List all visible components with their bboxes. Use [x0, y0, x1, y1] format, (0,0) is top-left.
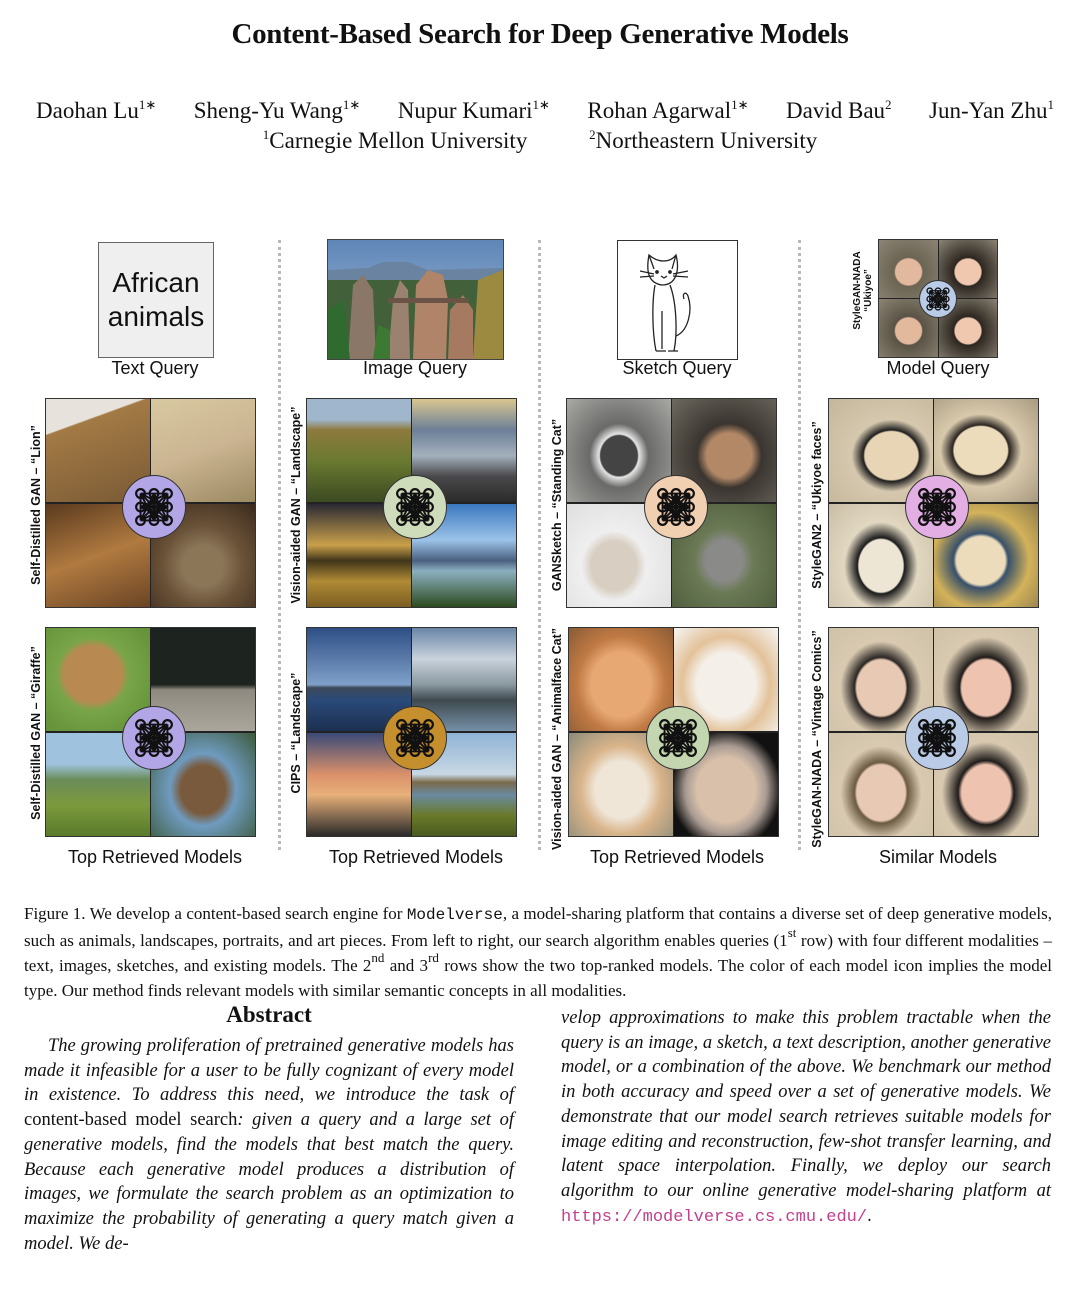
author-list	[0, 98, 1080, 124]
neural-network-icon	[393, 485, 437, 529]
column-divider	[538, 240, 541, 850]
cat-sketch-image	[618, 241, 737, 359]
neural-network-icon	[915, 485, 959, 529]
neural-network-icon	[654, 485, 698, 529]
model-label: GANSketch – “Standing Cat”	[550, 418, 564, 592]
model-label: Vision-aided GAN – “Landscape”	[289, 406, 303, 604]
query-label: Image Query	[362, 358, 468, 378]
bottom-label: Similar Models	[878, 847, 998, 867]
sketch-query	[617, 240, 738, 360]
column-divider	[278, 240, 281, 850]
model-badge	[122, 706, 186, 770]
query-label: Text Query	[111, 358, 199, 378]
model-label: StyleGAN2 – “Ukiyoe faces”	[810, 421, 824, 589]
image-query	[327, 239, 504, 360]
text-query-box: African animals	[98, 242, 214, 358]
bottom-label: Top Retrieved Models	[328, 847, 504, 867]
term: content-based model search	[24, 1110, 238, 1131]
model-badge	[905, 706, 969, 770]
platform-name: Modelverse	[406, 906, 503, 924]
neural-network-icon	[656, 716, 700, 760]
model-label: StyleGAN-NADA – “Vintage Comics”	[810, 630, 824, 848]
neural-network-icon	[132, 485, 176, 529]
author: David Bau$^2$	[786, 97, 892, 123]
neural-network-icon	[923, 284, 953, 314]
model-query-label: StyleGAN-NADA “Ukiyoe”	[852, 251, 874, 330]
author: Jun-Yan Zhu$^1$	[929, 97, 1054, 123]
neural-network-icon	[393, 716, 437, 760]
rock-landscape-image	[328, 240, 503, 359]
author: Sheng-Yu Wang$^{1∗}$	[193, 97, 361, 123]
model-badge	[644, 475, 708, 539]
author: Daohan $Lu^{1∗}$	[36, 97, 157, 123]
model-badge	[122, 475, 186, 539]
affiliations	[0, 128, 1080, 154]
model-label: CIPS – “Landscape”	[289, 672, 303, 794]
author: Rohan Agarwal$^{1∗}$	[587, 97, 749, 123]
abstract-heading: Abstract	[226, 1002, 312, 1027]
model-badge	[646, 706, 710, 770]
abstract-right-column: velop approximations to make this problem tractable when the query is an image, a sketch, a text description, another generative model, or a combination of the above. We benchmark our method in both accuracy and speed over a set of generative models. We demonstrate that our model search retrieves suitable models for image editing and reconstruction, few-shot transfer learning, and latent space interpolation. Finally, we deploy our search algorithm to our online generative model-sharing platform at https://modelverse.cs.cmu.edu/.	[561, 1008, 1051, 1227]
query-label: Sketch Query	[622, 358, 732, 378]
model-label: Self-Distilled GAN – “Lion”	[29, 425, 43, 585]
model-badge	[383, 706, 447, 770]
model-label: Self-Distilled GAN – “Giraffe”	[29, 646, 43, 820]
abstract-left-column: The growing proliferation of pretrained generative models has made it infeasible for a user to be fully cognizant of every model in existence. To address this need, we introduce the task of content-based model search: given a query and a large set of generative models, find the models that best match the query. Because each generative model produces a distribution of images, we formulate the search problem as an optimization to maximize the probability of generating a query match given a model. We de-	[24, 1036, 514, 1254]
model-badge	[383, 475, 447, 539]
neural-network-icon	[915, 716, 959, 760]
paper-title: Content-Based Search for Deep Generative Models	[231, 18, 849, 50]
model-badge	[919, 280, 957, 318]
query-label: Model Query	[886, 358, 990, 378]
author: Nupur Kumari$^{1∗}$	[397, 97, 550, 123]
affiliation: $^2$Northeastern University	[589, 127, 818, 153]
figure-caption: Figure 1. We develop a content-based search engine for Modelverse, a model-sharing platform that contains a diverse set of deep generative models, such as animals, landscapes, portraits, and art pieces. From left to right, our search algorithm enables queries (1st row) with four different modalities – text, images, sketches, and existing models. The 2nd and 3rd rows show the two top-ranked models. The color of each model icon implies the model type. Our method finds relevant models with similar semantic concepts in all modalities.	[24, 904, 1052, 1000]
neural-network-icon	[132, 716, 176, 760]
affiliation: $^1$Carnegie Mellon University	[262, 127, 528, 153]
model-badge	[905, 475, 969, 539]
column-divider	[798, 240, 801, 850]
model-label: Vision-aided GAN – “Animalface Cat”	[550, 627, 564, 850]
bottom-label: Top Retrieved Models	[67, 847, 243, 867]
bottom-label: Top Retrieved Models	[589, 847, 765, 867]
modelverse-link[interactable]: https://modelverse.cs.cmu.edu/	[561, 1207, 868, 1227]
